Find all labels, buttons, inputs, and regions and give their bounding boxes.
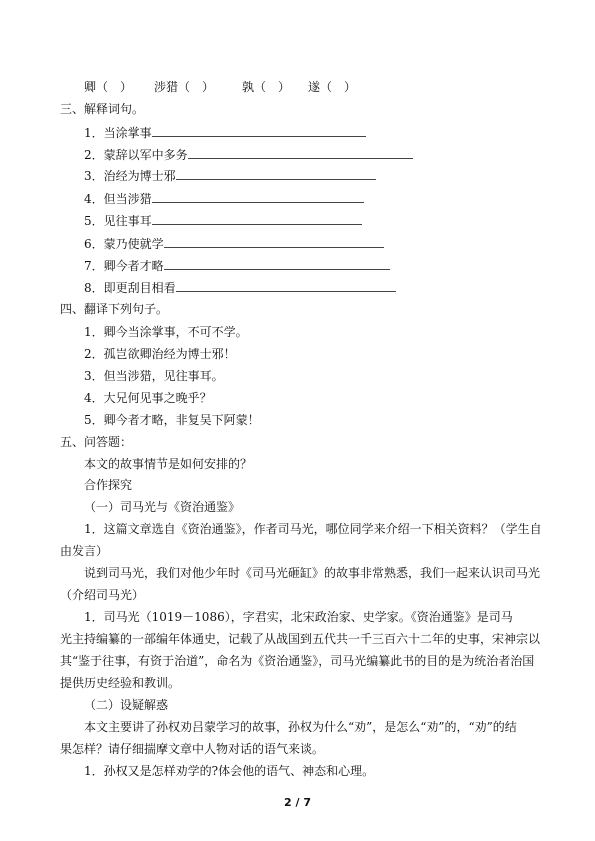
answer-blank[interactable] <box>176 167 376 180</box>
pinyin-item: 孰（ ） <box>242 80 291 94</box>
explain-item: 2．蒙辞以军中多务 <box>84 146 413 163</box>
paragraph-line: 果怎样？请仔细揣摩文章中人物对话的语气来谈。 <box>60 742 325 756</box>
part-title: （一）司马光与《资治通鉴》 <box>84 500 241 514</box>
paragraph-line: （介绍司马光） <box>60 588 145 602</box>
translate-item: 1．卿今当涂掌事，不可不学。 <box>84 325 248 339</box>
explain-item: 6．蒙乃使就学 <box>84 235 384 252</box>
part-title: （二）设疑解惑 <box>84 698 169 712</box>
answer-blank[interactable] <box>152 190 364 203</box>
section-heading: 四、翻译下列句子。 <box>60 302 169 316</box>
subheading: 合作探究 <box>84 478 133 492</box>
translate-item: 2．孤岂欲卿治经为博士邪！ <box>84 347 236 361</box>
explain-item: 5．见往事耳 <box>84 212 362 229</box>
paragraph-line: 本文主要讲了孙权劝吕蒙学习的故事，孙权为什么“劝”，是怎么“劝”的，“劝”的结 <box>84 720 517 734</box>
page-number: 2 / 7 <box>284 796 311 809</box>
section-heading: 五、问答题： <box>60 435 133 449</box>
answer-blank[interactable] <box>152 212 362 225</box>
pinyin-item: 遂（ ） <box>308 80 357 94</box>
answer-blank[interactable] <box>152 124 366 137</box>
paragraph-line: 1．孙权又是怎样劝学的?体会他的语气、神态和心理。 <box>84 764 375 778</box>
translate-item: 3．但当涉猎，见往事耳。 <box>84 369 224 383</box>
paragraph-line: 提供历史经验和教训。 <box>60 676 181 690</box>
answer-blank[interactable] <box>164 257 390 270</box>
section-heading: 三、解释词句。 <box>60 102 145 116</box>
pinyin-item: 卿（ ） <box>84 80 133 94</box>
paragraph-line: 其“鉴于往事，有资于治道”，命名为《资治通鉴》，司马光编纂此书的目的是为统治者治国 <box>60 654 535 668</box>
translate-item: 5．卿今者才略，非复吴下阿蒙！ <box>84 413 260 427</box>
question-text: 本文的故事情节是如何安排的？ <box>84 457 253 471</box>
paragraph-line: 由发言） <box>60 544 109 558</box>
pinyin-item: 涉猎（ ） <box>154 80 215 94</box>
explain-item: 4．但当涉猎 <box>84 190 364 207</box>
paragraph-line: 1．这篇文章选自《资治通鉴》，作者司马光，哪位同学来介绍一下相关资料？（学生自 <box>84 522 542 536</box>
explain-item: 7．卿今者才略 <box>84 257 390 274</box>
paragraph-line: 说到司马光，我们对他少年时《司马光砸缸》的故事非常熟悉，我们一起来认识司马光 <box>84 566 541 580</box>
explain-item: 3．治经为博士邪 <box>84 167 376 184</box>
paragraph-line: 光主持编纂的一部编年体通史，记载了从战国到五代共一千三百六十二年的史事，宋神宗以 <box>60 632 541 646</box>
translate-item: 4．大兄何见事之晚乎？ <box>84 391 212 405</box>
explain-item: 1．当涂掌事 <box>84 124 366 141</box>
answer-blank[interactable] <box>188 146 413 159</box>
paragraph-line: 1．司马光（1019－1086），字君实，北宋政治家、史学家。《资治通鉴》是司马 <box>84 610 513 624</box>
answer-blank[interactable] <box>164 235 384 248</box>
explain-item: 8．即更刮目相看 <box>84 279 396 296</box>
answer-blank[interactable] <box>176 279 396 292</box>
